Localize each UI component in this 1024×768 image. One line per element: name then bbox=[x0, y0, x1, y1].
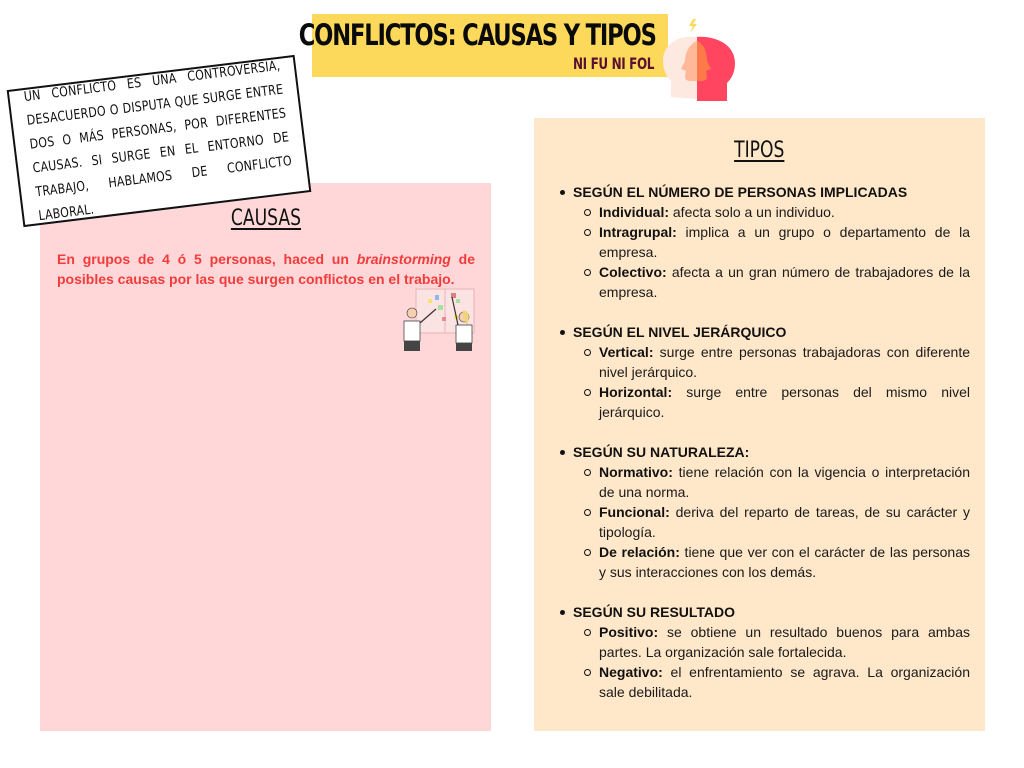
item-term: Positivo: bbox=[599, 624, 659, 640]
tipos-title: TIPOS bbox=[734, 138, 785, 163]
circle-bullet-icon bbox=[580, 342, 599, 382]
circle-bullet-icon bbox=[580, 502, 599, 542]
item-term: Intragrupal: bbox=[599, 224, 677, 240]
tipos-heading bbox=[534, 138, 985, 163]
group-heading: SEGÚN EL NIVEL JERÁRQUICO bbox=[573, 324, 787, 340]
instruction-text: En grupos de 4 ó 5 personas, haced un bbox=[57, 251, 357, 267]
bullet-icon bbox=[556, 602, 573, 622]
item-term: Normativo: bbox=[599, 464, 673, 480]
page-title: CONFLICTOS: CAUSAS Y TIPOS bbox=[298, 18, 656, 52]
two-heads-conflict-icon bbox=[655, 17, 741, 103]
tipos-group-personas bbox=[556, 182, 970, 302]
definition-text: UN CONFLICTO ES UNA CONTROVERSIA, DESACUERDO O DISPUTA QUE SURGE ENTRE DOS O MÁS PERSONAS, POR DIFERENTES CAUSAS. SI SURGE EN EL ENTORNO DE TRABAJO, HABLAMOS DE CONFLICTO LABORAL. bbox=[22, 57, 293, 225]
list-item bbox=[556, 622, 970, 662]
item-desc: el enfrentamiento se agrava. La organización sale debilitada. bbox=[599, 664, 970, 700]
item-term: Individual: bbox=[599, 204, 669, 220]
list-item bbox=[556, 462, 970, 502]
list-item bbox=[556, 382, 970, 422]
tipos-group-resultado bbox=[556, 602, 970, 702]
circle-bullet-icon bbox=[580, 202, 599, 222]
instruction-text-end: de posibles causas por las que surgen conflictos en el trabajo. bbox=[57, 251, 475, 287]
circle-bullet-icon bbox=[580, 262, 599, 302]
brainstorming-people-illustration bbox=[398, 287, 478, 353]
list-item bbox=[556, 342, 970, 382]
causas-panel bbox=[40, 183, 491, 731]
bullet-icon bbox=[556, 442, 573, 462]
causas-instruction bbox=[57, 249, 475, 289]
circle-bullet-icon bbox=[580, 462, 599, 502]
item-desc: tiene que ver con el carácter de las personas y sus interacciones con los demás. bbox=[599, 544, 971, 580]
page-subtitle: NI FU NI FOL bbox=[572, 54, 654, 73]
list-item bbox=[556, 262, 970, 302]
item-term: Colectivo: bbox=[599, 264, 667, 280]
item-desc: afecta a un gran número de trabajadores de la empresa. bbox=[599, 264, 970, 300]
item-desc: implica a un grupo o departamento de la empresa. bbox=[599, 224, 970, 260]
circle-bullet-icon bbox=[580, 222, 599, 262]
tipos-group-naturaleza bbox=[556, 442, 970, 582]
item-desc: se obtiene un resultado buenos para ambas partes. La organización sale fortalecida. bbox=[599, 624, 970, 660]
list-item bbox=[556, 662, 970, 702]
causas-heading bbox=[40, 206, 491, 231]
causas-title: CAUSAS bbox=[230, 206, 301, 231]
group-heading: SEGÚN SU NATURALEZA: bbox=[573, 444, 750, 460]
list-item bbox=[556, 222, 970, 262]
item-desc: surge entre personas del mismo nivel jerárquico. bbox=[599, 384, 970, 420]
item-desc: afecta solo a un individuo. bbox=[669, 204, 835, 220]
title-banner bbox=[298, 14, 668, 77]
group-heading: SEGÚN SU RESULTADO bbox=[573, 604, 736, 620]
bullet-icon bbox=[556, 182, 573, 202]
item-desc: deriva del reparto de tareas, de su carácter y tipología. bbox=[599, 504, 970, 540]
list-item bbox=[556, 202, 970, 222]
group-heading: SEGÚN EL NÚMERO DE PERSONAS IMPLICADAS bbox=[573, 184, 908, 200]
item-term: Negativo: bbox=[599, 664, 663, 680]
item-desc: surge entre personas trabajadoras con diferente nivel jerárquico. bbox=[599, 344, 970, 380]
item-term: Vertical: bbox=[599, 344, 654, 360]
item-desc: tiene relación con la vigencia o interpretación de una norma. bbox=[599, 464, 970, 500]
circle-bullet-icon bbox=[580, 382, 599, 422]
item-term: De relación: bbox=[599, 544, 680, 560]
circle-bullet-icon bbox=[580, 542, 599, 582]
item-term: Funcional: bbox=[599, 504, 670, 520]
circle-bullet-icon bbox=[580, 662, 599, 702]
circle-bullet-icon bbox=[580, 622, 599, 662]
list-item bbox=[556, 542, 970, 582]
tipos-group-jerarquico bbox=[556, 322, 970, 422]
tipos-panel bbox=[534, 118, 985, 731]
list-item bbox=[556, 502, 970, 542]
item-term: Horizontal: bbox=[599, 384, 673, 400]
instruction-emphasis: brainstorming bbox=[356, 251, 451, 267]
bullet-icon bbox=[556, 322, 573, 342]
tipos-list bbox=[556, 182, 970, 722]
